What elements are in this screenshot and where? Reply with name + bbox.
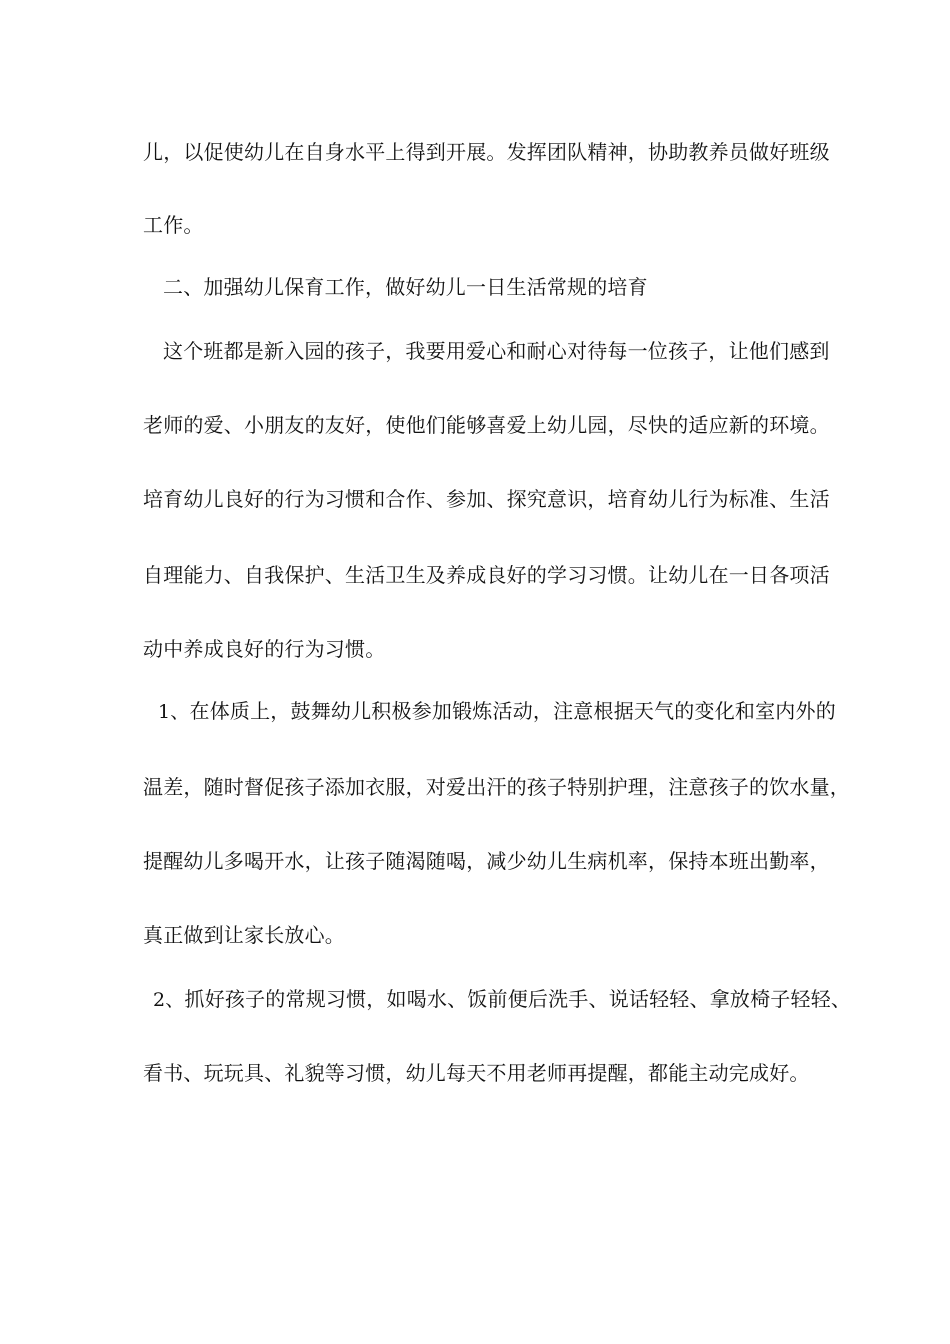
list-item-2 [153,986,851,1013]
paragraph-line: 老师的爱、小朋友的友好，使他们能够喜爱上幼儿园，尽快的适应新的环境。 [143,413,830,437]
section-heading: 二、加强幼儿保育工作，做好幼儿一日生活常规的培育 [163,275,648,299]
paragraph-line: 动中养成良好的行为习惯。 [143,637,386,661]
paragraph-line: 真正做到让家长放心。 [143,923,345,947]
paragraph-line: 自理能力、自我保护、生活卫生及养成良好的学习习惯。让幼儿在一日各项活 [143,563,830,587]
list-item-text: 在体质上，鼓舞幼儿积极参加锻炼活动，注意根据天气的变化和室内外的 [189,699,836,723]
paragraph-line: 看书、玩玩具、礼貌等习惯，幼儿每天不用老师再提醒，都能主动完成好。 [143,1061,810,1085]
paragraph-line: 提醒幼儿多喝开水，让孩子随渴随喝，减少幼儿生病机率，保持本班出勤率， [143,849,830,873]
paragraph-line: 这个班都是新入园的孩子，我要用爱心和耐心对待每一位孩子，让他们感到 [163,339,830,363]
list-item-number: 1、 [158,701,190,723]
list-item-text: 抓好孩子的常规习惯，如喝水、饭前便后洗手、说话轻轻、拿放椅子轻轻、 [184,987,852,1011]
paragraph-line: 工作。 [143,213,204,237]
paragraph-line: 培育幼儿良好的行为习惯和合作、参加、探究意识，培育幼儿行为标准、生活 [143,487,830,511]
list-item-1 [158,698,836,725]
paragraph-line: 儿，以促使幼儿在自身水平上得到开展。发挥团队精神，协助教养员做好班级 [143,140,830,164]
paragraph-line: 温差，随时督促孩子添加衣服，对爱出汗的孩子特别护理，注意孩子的饮水量， [143,775,850,799]
list-item-number: 2、 [153,989,185,1011]
